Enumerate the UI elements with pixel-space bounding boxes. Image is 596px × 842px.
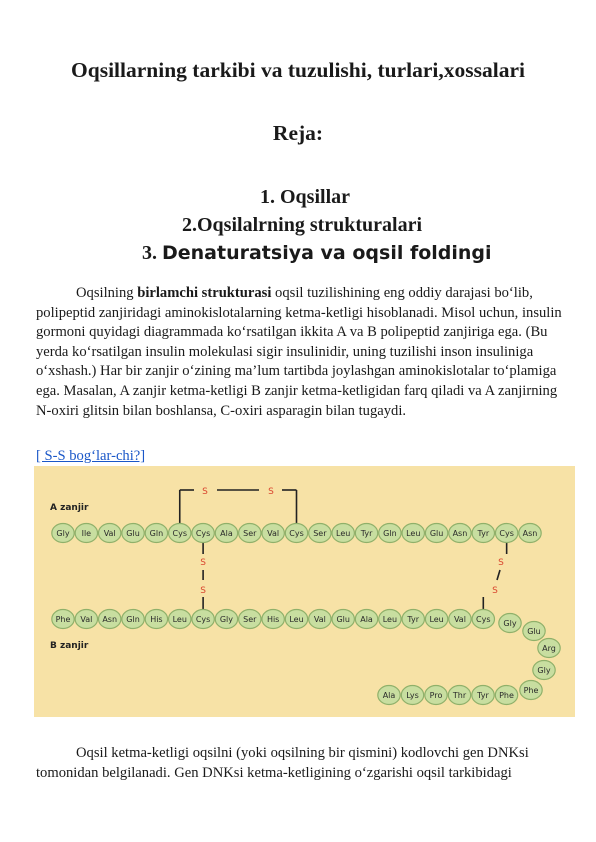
chain-b-residue [495,686,517,705]
chain-b-residue [262,610,284,629]
amino-acid-label: Phe [523,686,539,695]
plan-item-3 [142,242,492,265]
chain-b-residue [472,686,494,705]
chain-a-residue [145,524,167,543]
chain-a-residue [215,524,237,543]
amino-acid-label: Tyr [477,529,490,538]
amino-acid-label: Cys [195,615,211,624]
amino-acid-label: Ser [243,529,257,538]
amino-acid-label: Leu [382,615,398,624]
amino-acid-label: Ser [313,529,327,538]
sulfur-atom-label: S [200,586,206,596]
sulfur-atom-label: S [200,558,206,568]
page-title: Oqsillarning tarkibi va tuzulishi, turlari,xossalari [71,58,525,82]
chain-b-residue [472,610,494,629]
chain-b-residue [425,610,447,629]
insulin-diagram [34,466,575,717]
amino-acid-label: Cys [499,529,514,538]
chain-b-residue [215,610,237,629]
amino-acid-label: Gly [219,615,234,624]
amino-acid-label: Leu [429,615,444,624]
plan-item-3-text: Denaturatsiya va oqsil foldingi [162,242,492,264]
chain-a-residue [52,524,74,543]
amino-acid-label: Asn [102,615,118,624]
ss-bonds-link[interactable]: [ S-S bog‘lar-chi?] [36,448,146,464]
chain-b-residue [401,686,423,705]
amino-acid-label: Phe [55,615,71,624]
chain-b-residue [239,610,261,629]
chain-b-residue [309,610,331,629]
chain-b-residue [332,610,354,629]
paragraph-primary-structure [36,284,566,421]
paragraph-1-bold-term: birlamchi strukturasi [137,285,272,301]
chain-a-residue [169,524,191,543]
chain-a-residue [472,524,494,543]
amino-acid-label: Gln [126,615,140,624]
sulfur-atom-label: S [492,586,498,596]
amino-acid-label: Val [453,615,466,624]
chain-a-residue [99,524,121,543]
amino-acid-label: Val [80,615,93,624]
chain-a-residue [285,524,307,543]
paragraph-2-text: Oqsil ketma-ketligi oqsilni (yoki oqsilning bir qismini) kodlovchi gen DNKsi tomonidan belgilanadi. Gen DNKsi ketma-ketligining o‘zgarishi oqsil tarkibidagi [36,745,529,781]
chain-b-residue [75,610,97,629]
amino-acid-label: Glu [527,627,541,636]
chain-b-residue [192,610,214,629]
paragraph-sequence-genes [36,744,566,783]
amino-acid-label: Ala [382,691,396,700]
amino-acid-label: Ala [360,615,373,624]
amino-acid-label: Lys [406,691,419,700]
sulfur-atom-label: S [268,487,274,497]
chain-a-residue [122,524,144,543]
chain-a-residue [519,524,541,543]
chain-b-residue [378,686,400,705]
amino-acid-label: Arg [542,644,556,653]
chain-b-label: B zanjir [50,641,89,651]
chain-b-residue [520,681,542,700]
chain-a-residue [192,524,214,543]
amino-acid-label: Glu [429,529,444,538]
chain-b-residue [169,610,191,629]
amino-acid-label: Gln [149,529,164,538]
amino-acid-label: Cys [172,529,187,538]
amino-acid-label: Ser [243,615,257,624]
amino-acid-label: Gly [503,619,517,628]
chain-b-residue [52,610,74,629]
amino-acid-label: Gly [56,529,70,538]
chain-a-residue [379,524,401,543]
chain-b-residue [448,686,470,705]
sulfur-atom-label: S [202,487,208,497]
amino-acid-label: Asn [522,529,538,538]
amino-acid-label: His [150,615,163,624]
chain-a-residue [449,524,471,543]
amino-acid-label: Tyr [477,691,489,700]
chain-b-residue [533,661,555,680]
chain-b-residue [379,610,401,629]
amino-acid-label: Leu [336,529,351,538]
amino-acid-label: Val [103,529,116,538]
amino-acid-label: Tyr [407,615,420,624]
amino-acid-label: Tyr [360,529,373,538]
chain-b-residue [122,610,144,629]
chain-a-residue [239,524,261,543]
amino-acid-label: Val [313,615,326,624]
amino-acid-label: Ile [81,529,92,538]
amino-acid-label: Gly [537,666,551,675]
amino-acid-label: Cys [195,529,211,538]
paragraph-1-start: Oqsilning [76,285,138,301]
chain-a-residue [355,524,377,543]
plan-item-3-number: 3. [142,242,162,264]
chain-b-residue [538,639,560,658]
sulfur-atom-label: S [498,558,504,568]
amino-acid-label: Thr [452,691,467,700]
chain-b-residue [99,610,121,629]
chain-b-residue [523,622,545,641]
chain-b-residue [355,610,377,629]
chain-a-label: A zanjir [50,503,89,513]
chain-a-residue [332,524,354,543]
chain-a-residue [75,524,97,543]
amino-acid-label: Ala [220,529,233,538]
amino-acid-label: Gln [383,529,397,538]
amino-acid-label: Cys [476,615,491,624]
amino-acid-label: Leu [289,615,304,624]
amino-acid-label: Leu [172,615,187,624]
amino-acid-label: Val [267,529,280,538]
paragraph-1-rest: oqsil tuzilishining eng oddiy darajasi bo‘lib, polipeptid zanjiridagi aminokislotalarning ketma-ketligi hisoblanadi. Misol uchun, insulin gormoni quyidagi diagrammada ko‘rsatilgan ikkita A va B polipeptid zanjiriga ega. (Bu yerda ko‘rsatilgan insulin molekulasi sigir insulinidir, uning tuzilishi inson insuliniga o‘xshash.) Har bir zanjir o‘zining ma’lum tartibda joylashgan aminokislotalar to‘plamiga ega. Masalan, A zanjir ketma-ketligi B zanjir ketma-ketligidan farq qiladi va A zanjirning N-oxiri glitsin bilan boshlansa, C-oxiri asparagin bilan tugaydi. [36,285,562,419]
amino-acid-label: Leu [406,529,421,538]
chain-a-residue [309,524,331,543]
amino-acid-label: Glu [336,615,350,624]
chain-b-residue [285,610,307,629]
plan-item-2: 2.Oqsilalrning strukturalari [182,214,423,236]
chain-b-residue [145,610,167,629]
amino-acid-label: Phe [499,691,514,700]
plan-item-1: 1. Oqsillar [260,186,351,208]
chain-b-residue [449,610,471,629]
chain-a-residue [262,524,284,543]
amino-acid-label: Cys [289,529,304,538]
chain-b-residue [499,614,521,633]
amino-acid-label: His [266,615,280,624]
chain-a-residue [495,524,517,543]
chain-a-residue [402,524,424,543]
amino-acid-label: Asn [452,529,468,538]
plan-heading: Reja: [272,121,324,145]
amino-acid-label: Pro [429,691,443,700]
amino-acid-label: Glu [126,529,140,538]
chain-b-residue [425,686,447,705]
chain-a-residue [425,524,447,543]
chain-b-residue [402,610,424,629]
